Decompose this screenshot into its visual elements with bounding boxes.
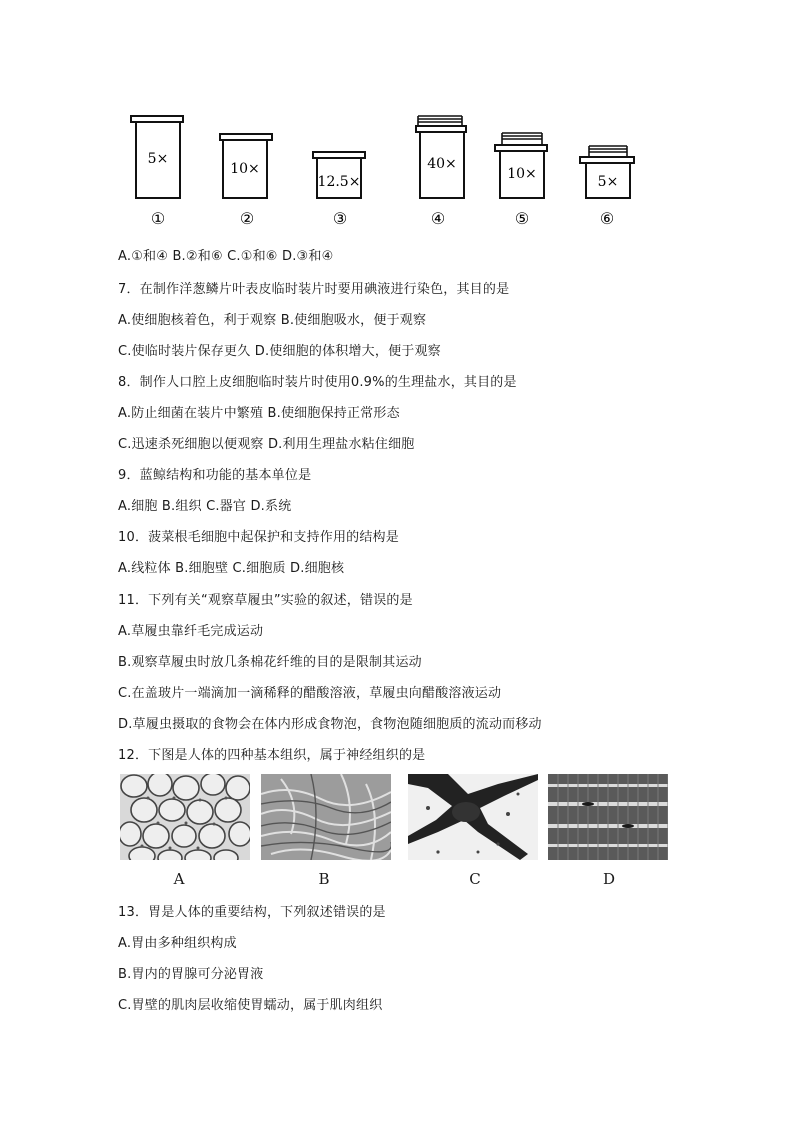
tissue-photo-b <box>261 774 391 860</box>
tissue-label-c: C <box>469 870 481 888</box>
q13-option-b: B.胃内的胃腺可分泌胃液 <box>118 967 264 982</box>
q12-stem: 12．下图是人体的四种基本组织，属于神经组织的是 <box>118 748 426 763</box>
q13-stem: 13．胃是人体的重要结构，下列叙述错误的是 <box>118 905 386 920</box>
tissue-photo-a <box>120 774 250 860</box>
lens-3-mag: 12.5× <box>317 174 361 190</box>
q7-options-cd: C.使临时装片保存更久 D.使细胞的体积增大，便于观察 <box>118 344 441 359</box>
tissue-photo-c <box>408 774 538 860</box>
microscope-lens-figure <box>120 108 660 238</box>
lens-diagram <box>120 108 660 238</box>
lens-6-mag: 5× <box>597 174 619 190</box>
q11-stem: 11．下列有关“观察草履虫”实验的叙述，错误的是 <box>118 593 413 608</box>
q11-option-c: C.在盖玻片一端滴加一滴稀释的醋酸溶液，草履虫向醋酸溶液运动 <box>118 686 502 701</box>
q8-stem: 8．制作人口腔上皮细胞临时装片时使用0.9%的生理盐水，其目的是 <box>118 375 517 390</box>
tissue-photo-d <box>548 774 668 860</box>
lens-2-mag: 10× <box>230 161 260 177</box>
q8-options-cd: C.迅速杀死细胞以便观察 D.利用生理盐水粘住细胞 <box>118 437 415 452</box>
q10-stem: 10．菠菜根毛细胞中起保护和支持作用的结构是 <box>118 530 399 545</box>
q8-options-ab: A.防止细菌在装片中繁殖 B.使细胞保持正常形态 <box>118 406 400 421</box>
lens-3-number: ③ <box>332 209 348 228</box>
tissue-label-b: B <box>318 870 330 888</box>
q11-option-d: D.草履虫摄取的食物会在体内形成食物泡，食物泡随细胞质的流动而移动 <box>118 717 542 732</box>
q11-option-b: B.观察草履虫时放几条棉花纤维的目的是限制其运动 <box>118 655 422 670</box>
q7-options-ab: A.使细胞核着色，利于观察 B.使细胞吸水，便于观察 <box>118 313 427 328</box>
lens-4-mag: 40× <box>427 156 457 172</box>
q13-option-c: C.胃壁的肌肉层收缩使胃蠕动，属于肌肉组织 <box>118 998 383 1013</box>
tissue-label-d: D <box>602 870 616 888</box>
lens-1-mag: 5× <box>147 151 169 167</box>
q13-option-a: A.胃由多种组织构成 <box>118 936 237 951</box>
q9-options: A.细胞 B.组织 C.器官 D.系统 <box>118 499 292 514</box>
q6-options: A.①和④ B.②和⑥ C.①和⑥ D.③和④ <box>118 249 334 264</box>
q7-stem: 7．在制作洋葱鳞片叶表皮临时装片时要用碘液进行染色，其目的是 <box>118 282 510 297</box>
q9-stem: 9．蓝鲸结构和功能的基本单位是 <box>118 468 312 483</box>
lens-5-mag: 10× <box>507 166 537 182</box>
q11-option-a: A.草履虫靠纤毛完成运动 <box>118 624 264 639</box>
q10-options: A.线粒体 B.细胞壁 C.细胞质 D.细胞核 <box>118 561 345 576</box>
tissue-label-a: A <box>173 870 185 888</box>
lens-1-number: ① <box>150 209 166 228</box>
lens-4-number: ④ <box>430 209 446 228</box>
lens-2-number: ② <box>239 209 255 228</box>
tissue-figure <box>120 774 670 892</box>
lens-5-number: ⑤ <box>514 209 530 228</box>
lens-6-number: ⑥ <box>599 209 615 228</box>
